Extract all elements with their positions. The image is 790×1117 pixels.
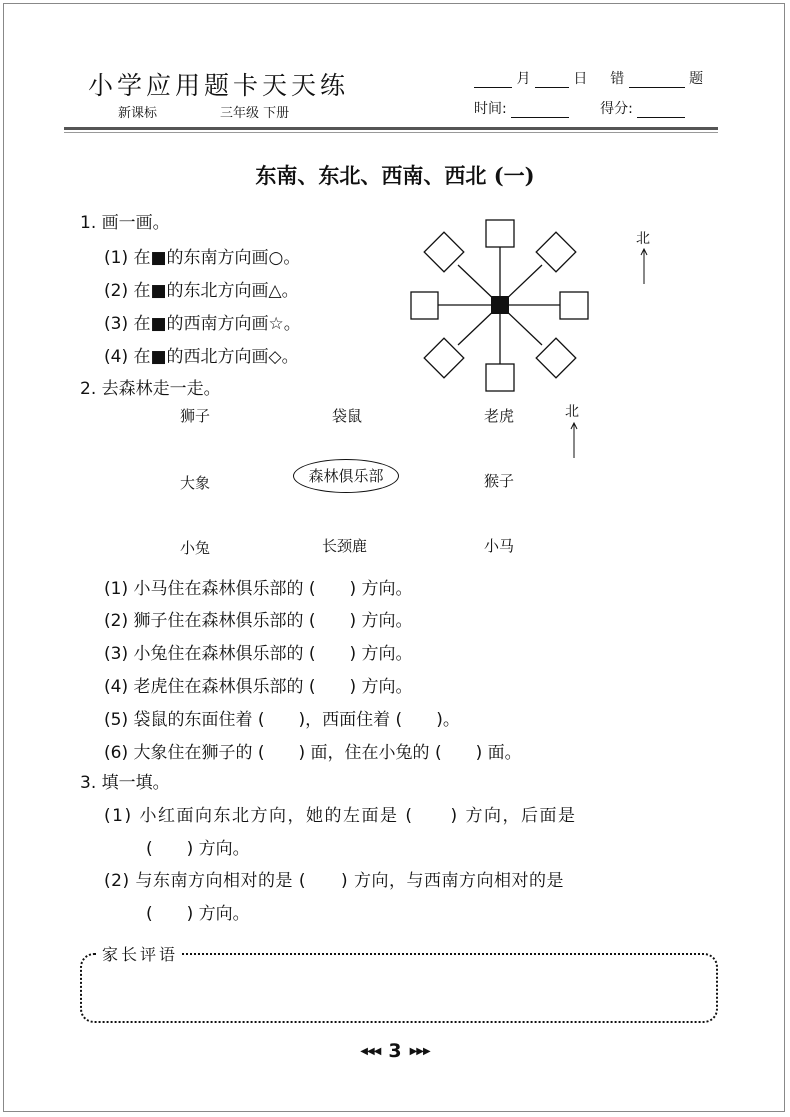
q2-heading: 2. 去森林走一走。 — [80, 379, 221, 399]
header-rule — [64, 127, 718, 130]
q2-item-3: (3) 小兔住在森林俱乐部的 ( ) 方向。 — [104, 644, 413, 664]
q1-item-3: (3) 在■的西南方向画☆。 — [104, 314, 301, 334]
animal-horse: 小马 — [484, 537, 515, 555]
brand-title: 小学应用题卡天天练 — [88, 71, 350, 100]
q2-item-5: (5) 袋鼠的东面住着 ( )，西面住着 ( )。 — [104, 710, 460, 730]
diamond-nw — [424, 232, 464, 272]
grade-label: 三年级 下册 — [220, 106, 290, 121]
edition-label: 新课标 — [118, 106, 158, 121]
score-blank[interactable] — [637, 103, 685, 118]
day-blank[interactable] — [535, 73, 569, 88]
q3-item-1-cont: ( ) 方向。 — [146, 839, 250, 859]
animal-elephant: 大象 — [180, 474, 211, 492]
q2-item-4: (4) 老虎住在森林俱乐部的 ( ) 方向。 — [104, 677, 413, 697]
q3-item-2-cont: ( ) 方向。 — [146, 904, 250, 924]
q1-item-1: (1) 在■的东南方向画○。 — [104, 248, 301, 268]
animal-lion: 狮子 — [180, 407, 211, 425]
animal-rabbit: 小兔 — [180, 539, 211, 557]
problem-label: 题 — [689, 71, 704, 87]
score-label: 得分: — [600, 101, 633, 117]
diamond-sw — [424, 338, 464, 378]
animal-kangaroo: 袋鼠 — [332, 407, 363, 425]
north-arrow-icon — [568, 420, 580, 460]
box-e — [560, 292, 588, 319]
box-n — [486, 220, 514, 247]
q2-item-6: (6) 大象住在狮子的 ( ) 面，住在小兔的 ( ) 面。 — [104, 743, 522, 763]
page-title: 东南、东北、西南、西北 (一) — [255, 163, 535, 188]
q1-item-4: (4) 在■的西北方向画◇。 — [104, 347, 299, 367]
q3-item-2: (2) 与东南方向相对的是 ( ) 方向，与西南方向相对的是 — [104, 871, 565, 891]
q3-heading: 3. 填一填。 — [80, 773, 170, 793]
time-blank[interactable] — [511, 103, 569, 118]
q1-heading: 1. 画一画。 — [80, 213, 170, 233]
center-black-square — [491, 296, 509, 314]
page-number: 3 — [388, 1040, 402, 1062]
wrong-label: 错 — [610, 71, 625, 87]
q3-item-1: (1) 小红面向东北方向，她的左面是 ( ) 方向，后面是 — [104, 806, 577, 826]
q2-north-label: 北 — [565, 404, 579, 420]
diamond-ne — [536, 232, 576, 272]
next-arrows-icon: ▶▶▶ — [409, 1046, 430, 1057]
compass-star-diagram — [400, 212, 600, 402]
parent-comment-label: 家长评语 — [98, 942, 182, 965]
animal-giraffe: 长颈鹿 — [322, 537, 368, 555]
diamond-se — [536, 338, 576, 378]
q2-item-2: (2) 狮子住在森林俱乐部的 ( ) 方向。 — [104, 611, 413, 631]
q1-item-2: (2) 在■的东北方向画△。 — [104, 281, 299, 301]
prev-arrows-icon: ◀◀◀ — [360, 1046, 381, 1057]
day-label: 日 — [573, 71, 588, 87]
wrong-blank[interactable] — [629, 73, 685, 88]
header-rule-thin — [64, 132, 718, 133]
time-label: 时间: — [474, 101, 507, 117]
animal-monkey: 猴子 — [484, 472, 515, 490]
box-w — [411, 292, 438, 319]
north-arrow-icon — [638, 246, 650, 286]
box-s — [486, 364, 514, 391]
q1-north-label: 北 — [636, 231, 650, 247]
forest-club-label: 森林俱乐部 — [293, 459, 399, 493]
time-score-line — [474, 98, 685, 118]
animal-tiger: 老虎 — [484, 407, 515, 425]
q2-item-1: (1) 小马住在森林俱乐部的 ( ) 方向。 — [104, 579, 413, 599]
page-number-footer — [0, 1040, 790, 1062]
date-line — [474, 68, 703, 88]
month-blank[interactable] — [474, 73, 512, 88]
month-label: 月 — [516, 71, 531, 87]
